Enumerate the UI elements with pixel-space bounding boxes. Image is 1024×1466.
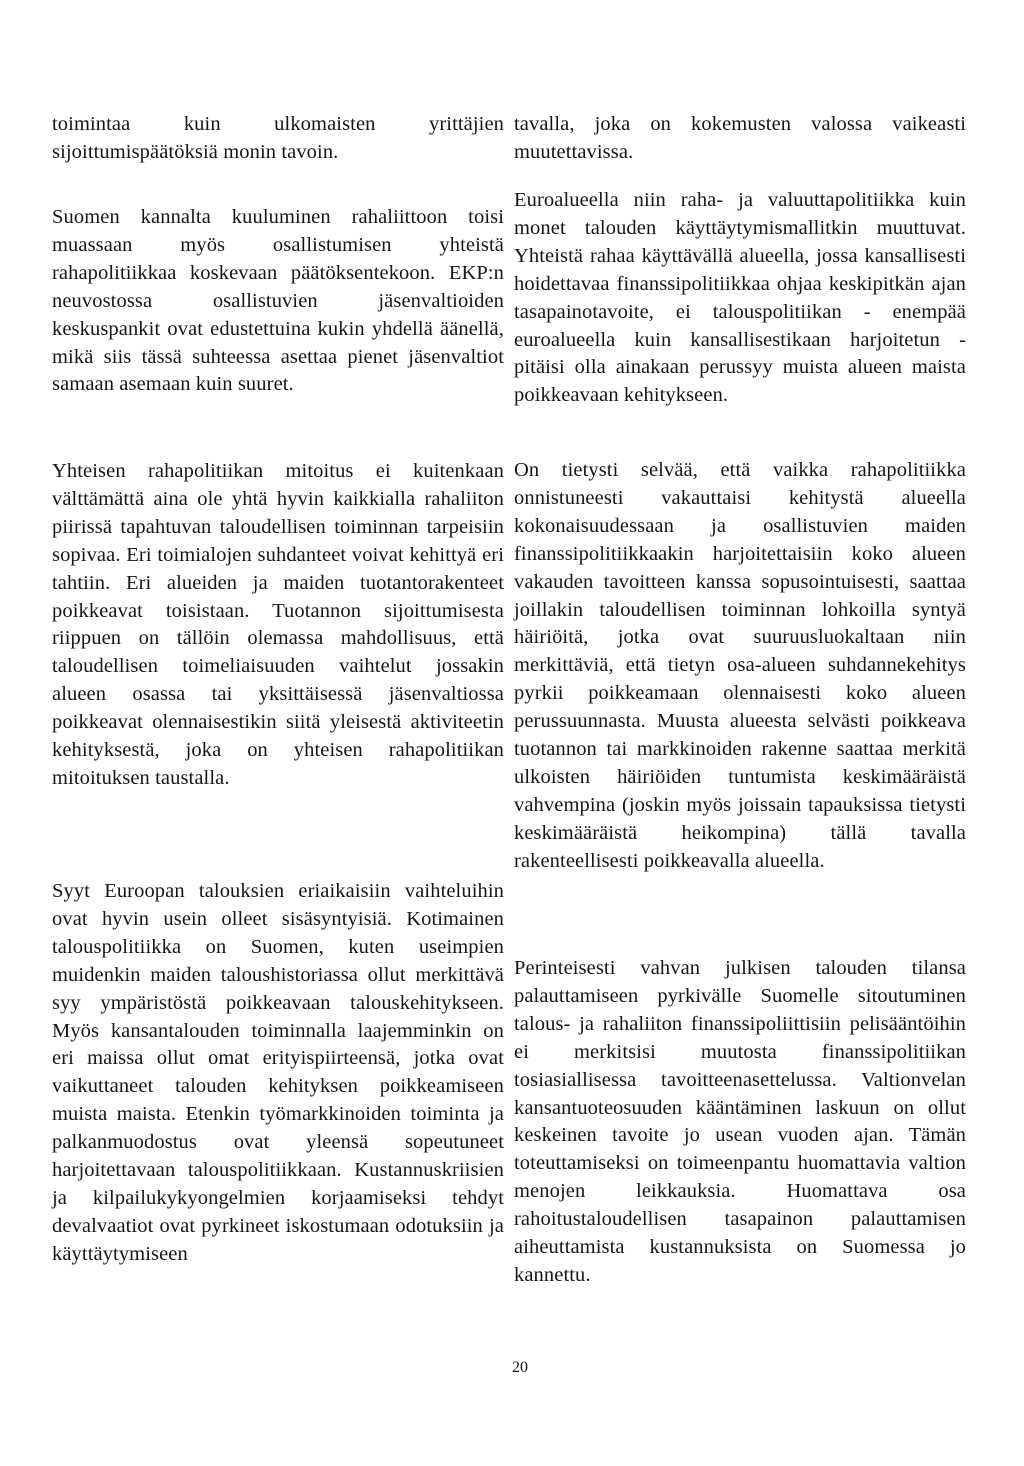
page-number: 20 xyxy=(512,1359,528,1376)
paragraph-left-1: toimintaa kuin ulkomaisten yrittäjien sijoittumispäätöksiä monin tavoin. xyxy=(52,113,504,163)
paragraph-right-3: On tietysti selvää, että vaikka rahapolitiikka onnistuneesti vakauttaisi kehitystä alueella kokonaisuudessaan ja osallistuvien maiden finanssipolitiikkaakin harjoitettaisiin koko alueen vakauden tavoitteen kanssa sopusointuisesti, saattaa joillakin taloudellisen toiminnan lohkoilla syntyä häiriöitä, jotka ovat suuruusluokaltaan niin merkittäviä, että tietyn osa-alueen suhdannekehitys pyrkii poikkeamaan olennaisesti koko alueen perussuunnasta. Muusta alueesta selvästi poikkeava tuotannon tai markkinoiden rakenne saattaa merkitä ulkoisten häiriöiden tuntumista keskimääräistä vahvempina (joskin myös joissain tapauksissa tietysti keskimääräistä heikompina) tällä tavalla rakenteellisesti poikkeavalla alueella. xyxy=(514,459,966,872)
paragraph-right-1: tavalla, joka on kokemusten valossa vaikeasti muutettavissa. xyxy=(514,113,966,163)
paragraph-right-2: Euroalueella niin raha- ja valuuttapolitiikka kuin monet talouden käyttäytymismallitkin muuttuvat. Yhteistä rahaa käyttävällä alueella, jossa kansallisesti hoidettavaa finanssipolitiikkaa ohjaa keskipitkän ajan tasapainotavoite, ei talouspolitiikan - enempää euroalueella kuin kansallisestikaan harjoitetun - pitäisi olla ainakaan perussyy muista alueen maista poikkeavaan kehitykseen. xyxy=(514,189,966,407)
paragraph-left-3: Yhteisen rahapolitiikan mitoitus ei kuitenkaan välttämättä aina ole yhtä hyvin kaikkialla rahaliiton piirissä tapahtuvan taloudellisen toiminnan tarpeisiin sopivaa. Eri toimialojen suhdanteet voivat kehittyä eri tahtiin. Eri alueiden ja maiden tuotantorakenteet poikkeavat toisistaan. Tuotannon sijoittumisesta riippuen on tällöin olemassa mahdollisuus, että taloudellisen toimeliaisuuden vaihtelut jossakin alueen osassa tai yksittäisessä jäsenvaltiossa poikkeavat olennaisestikin siitä yleisestä aktiviteetin kehityksestä, joka on yhteisen rahapolitiikan mitoituksen taustalla. xyxy=(52,460,504,789)
paragraph-left-2: Suomen kannalta kuuluminen rahaliittoon toisi muassaan myös osallistumisen yhteistä rahapolitiikkaa koskevaan päätöksentekoon. EKP:n neuvostossa osallistuvien jäsenvaltioiden keskuspankit ovat edustettuina kukin yhdellä äänellä, mikä siis tässä suhteessa asettaa pienet jäsenvaltiot samaan asemaan kuin suuret. xyxy=(52,206,504,396)
paragraph-left-4: Syyt Euroopan talouksien eriaikaisiin vaihteluihin ovat hyvin usein olleet sisäsyntyisiä. Kotimainen talouspolitiikka on Suomen, kuten useimpien muidenkin maiden taloushistoriassa ollut merkittävä syy ympäristöstä poikkeavaan talouskehitykseen. Myös kansantalouden toiminnalla laajemminkin on eri maissa ollut omat erityispiirteensä, jotka ovat vaikuttaneet talouden kehityksen poikkeamiseen muista maista. Etenkin työmarkkinoiden toiminta ja palkanmuodostus ovat yleensä sopeutuneet harjoitettavaan talouspolitiikkaan. Kustannuskriisien ja kilpailukykyongelmien korjaamiseksi tehdyt devalvaatiot ovat pyrkineet iskostumaan odotuksiin ja käyttäytymiseen xyxy=(52,880,504,1265)
paragraph-right-4: Perinteisesti vahvan julkisen talouden tilansa palauttamiseen pyrkivälle Suomelle sitoutuminen talous- ja rahaliiton finanssipoliittisiin pelisääntöihin ei merkitsisi muutosta finanssipolitiikan tosiasiallisessa tavoitteenasettelussa. Valtionvelan kansantuoteosuuden kääntäminen laskuun on ollut keskeinen tavoite jo usean vuoden ajan. Tämän toteuttamiseksi on toimeenpantu huomattavia valtion menojen leikkauksia. Huomattava osa rahoitustaloudellisen tasapainon palauttamisen aiheuttamista kustannuksista on Suomessa jo kannettu. xyxy=(514,957,966,1286)
